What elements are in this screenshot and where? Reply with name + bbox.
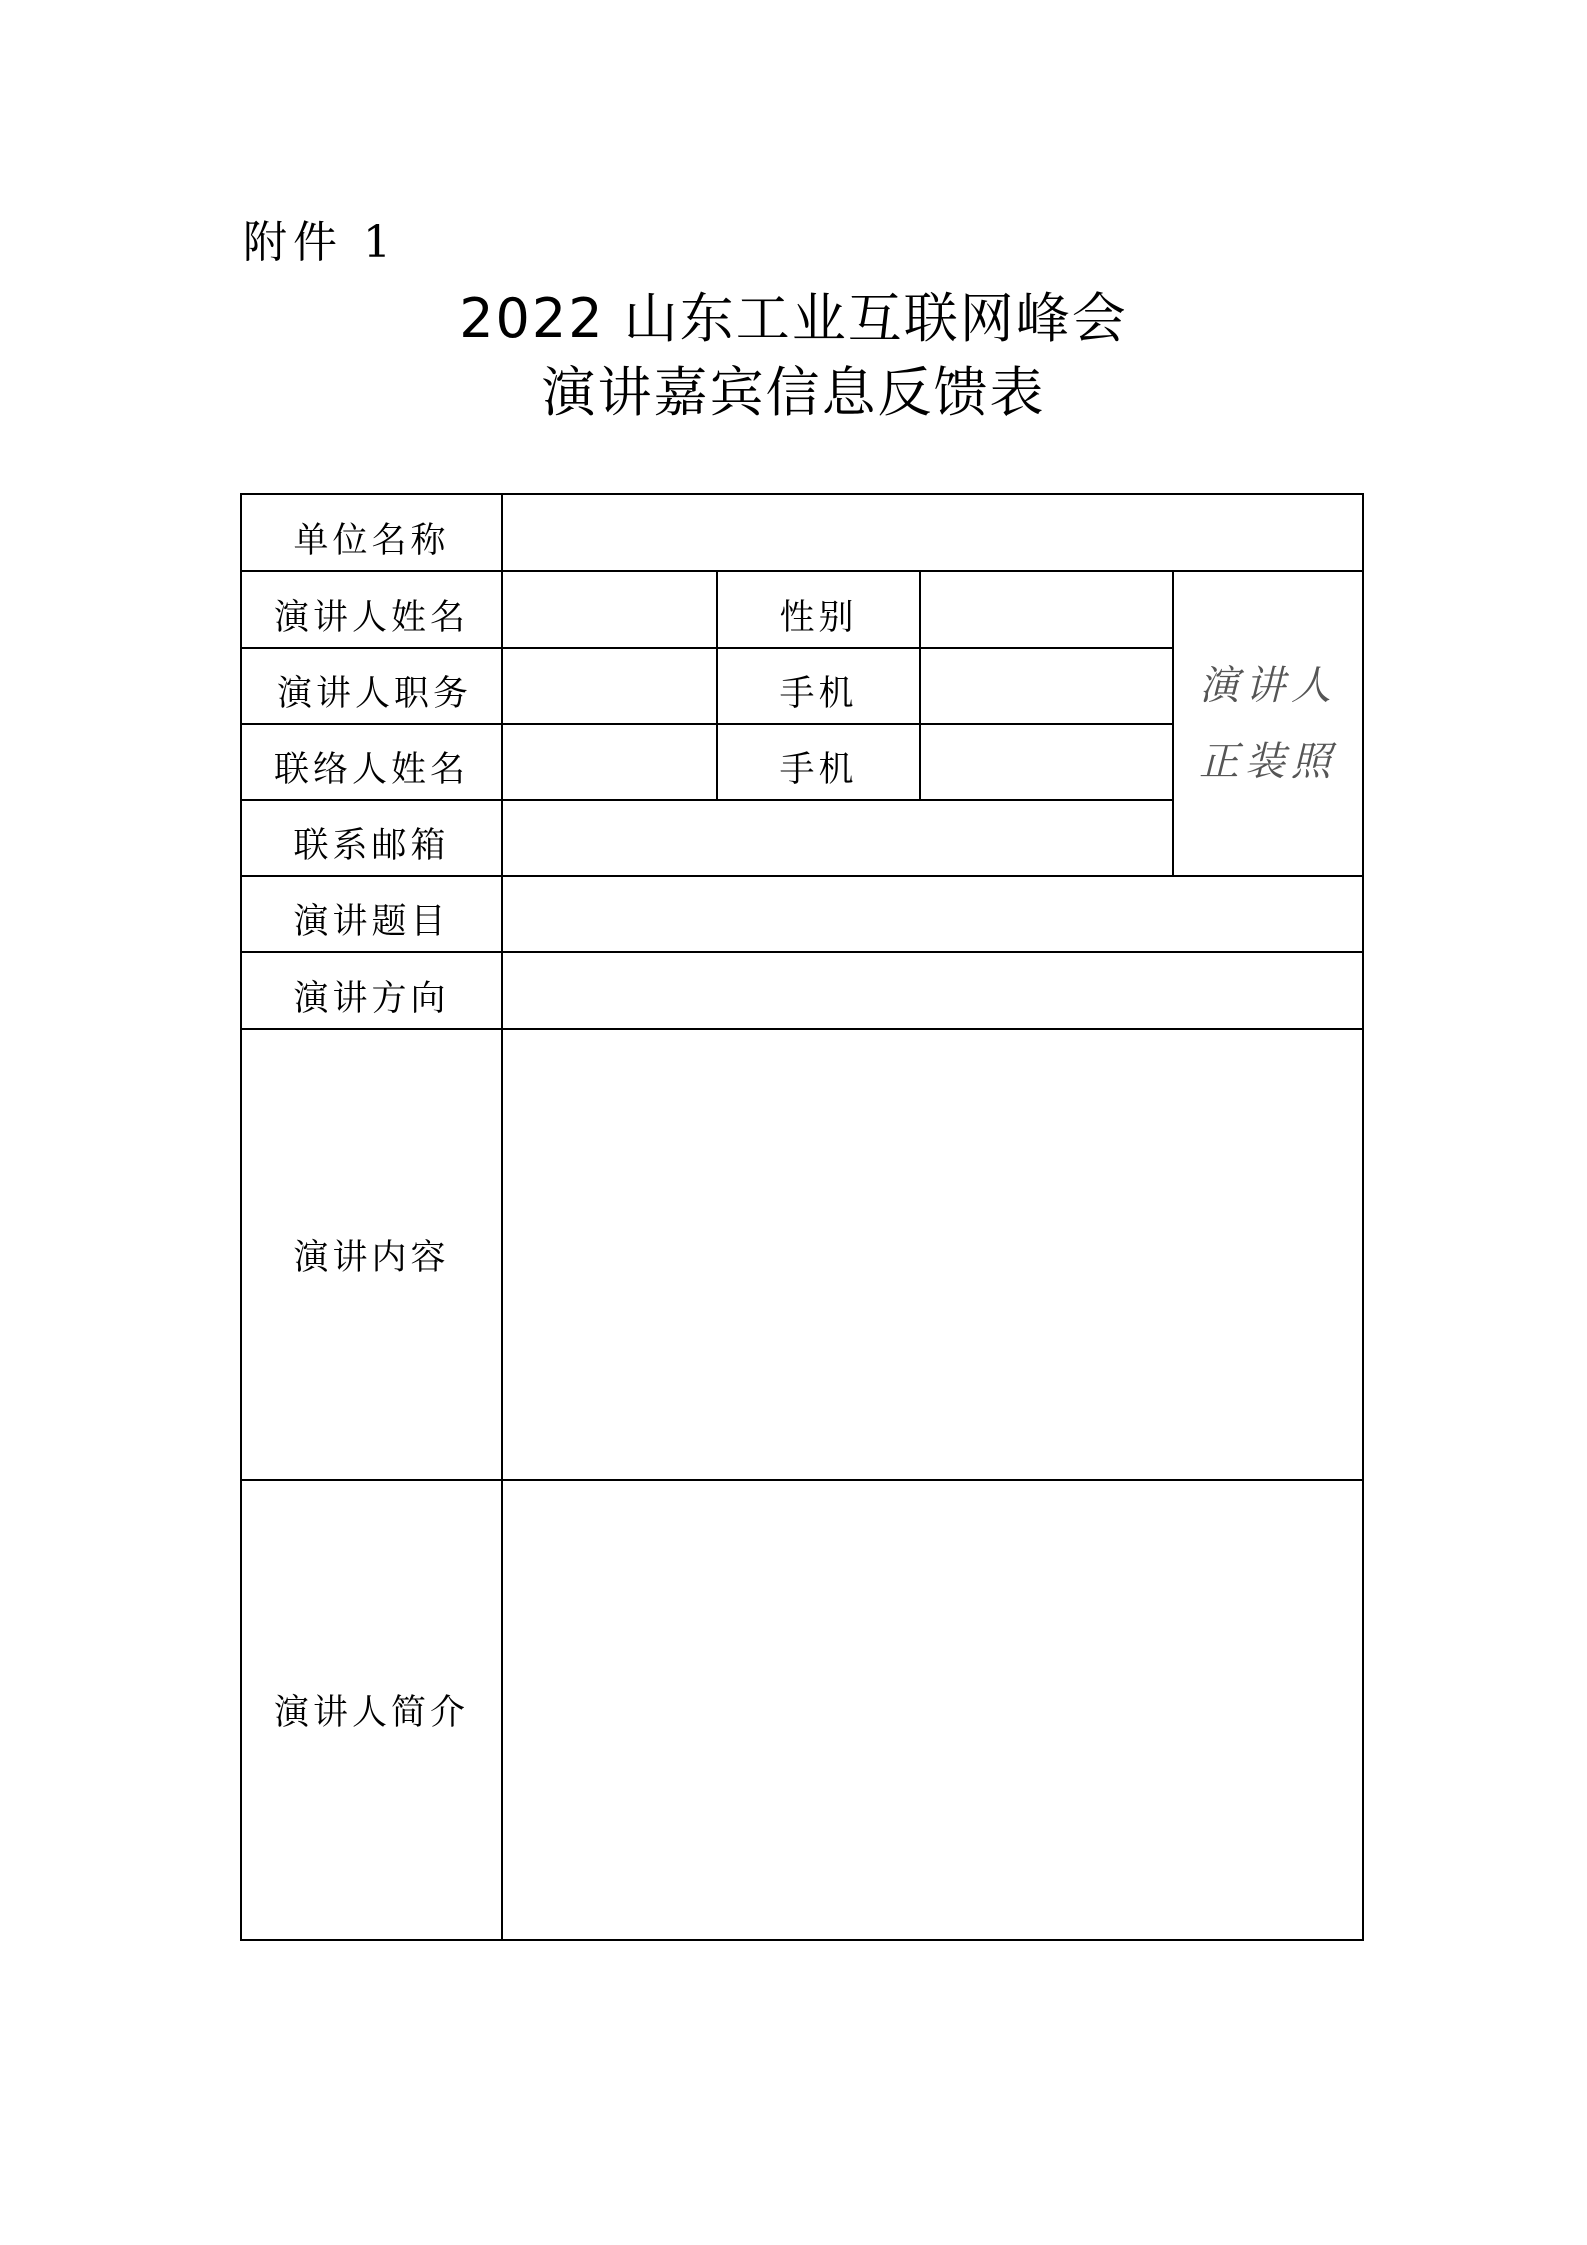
attachment-label: 附件 1 [243, 217, 397, 268]
speaker-title-field[interactable] [503, 649, 716, 723]
topic-label: 演讲题目 [293, 902, 450, 942]
direction-label: 演讲方向 [293, 978, 450, 1019]
contact-name-field[interactable] [503, 725, 716, 799]
contact-phone-label: 手机 [779, 750, 858, 790]
org-name-label: 单位名称 [293, 520, 450, 561]
contact-name-label: 联络人姓名 [273, 750, 469, 790]
direction-field[interactable] [503, 953, 1362, 1028]
document-title-line2: 演讲嘉宾信息反馈表 [541, 361, 1046, 424]
speaker-phone-field[interactable] [921, 649, 1172, 723]
email-label: 联系邮箱 [293, 826, 450, 866]
content-label: 演讲内容 [293, 1237, 450, 1278]
speaker-name-label: 演讲人姓名 [273, 597, 469, 638]
photo-caption-line1: 演讲人 [1199, 662, 1337, 709]
gender-label: 性别 [779, 597, 858, 638]
speaker-phone-label: 手机 [779, 674, 858, 714]
bio-field[interactable] [503, 1481, 1362, 1939]
speaker-name-field[interactable] [503, 572, 716, 647]
gender-field[interactable] [921, 572, 1172, 647]
email-field[interactable] [503, 801, 1172, 875]
bio-label: 演讲人简介 [273, 1693, 469, 1733]
table-rule [240, 1939, 1364, 1941]
topic-field[interactable] [503, 877, 1362, 951]
document-title-line1: 2022 山东工业互联网峰会 [459, 287, 1128, 350]
photo-caption-line2: 正装照 [1199, 738, 1337, 785]
org-name-field[interactable] [503, 495, 1362, 570]
speaker-photo-box[interactable] [1174, 572, 1362, 875]
content-field[interactable] [503, 1030, 1362, 1479]
speaker-title-label: 演讲人职务 [276, 674, 472, 714]
contact-phone-field[interactable] [921, 725, 1172, 799]
table-rule [1362, 493, 1364, 1941]
